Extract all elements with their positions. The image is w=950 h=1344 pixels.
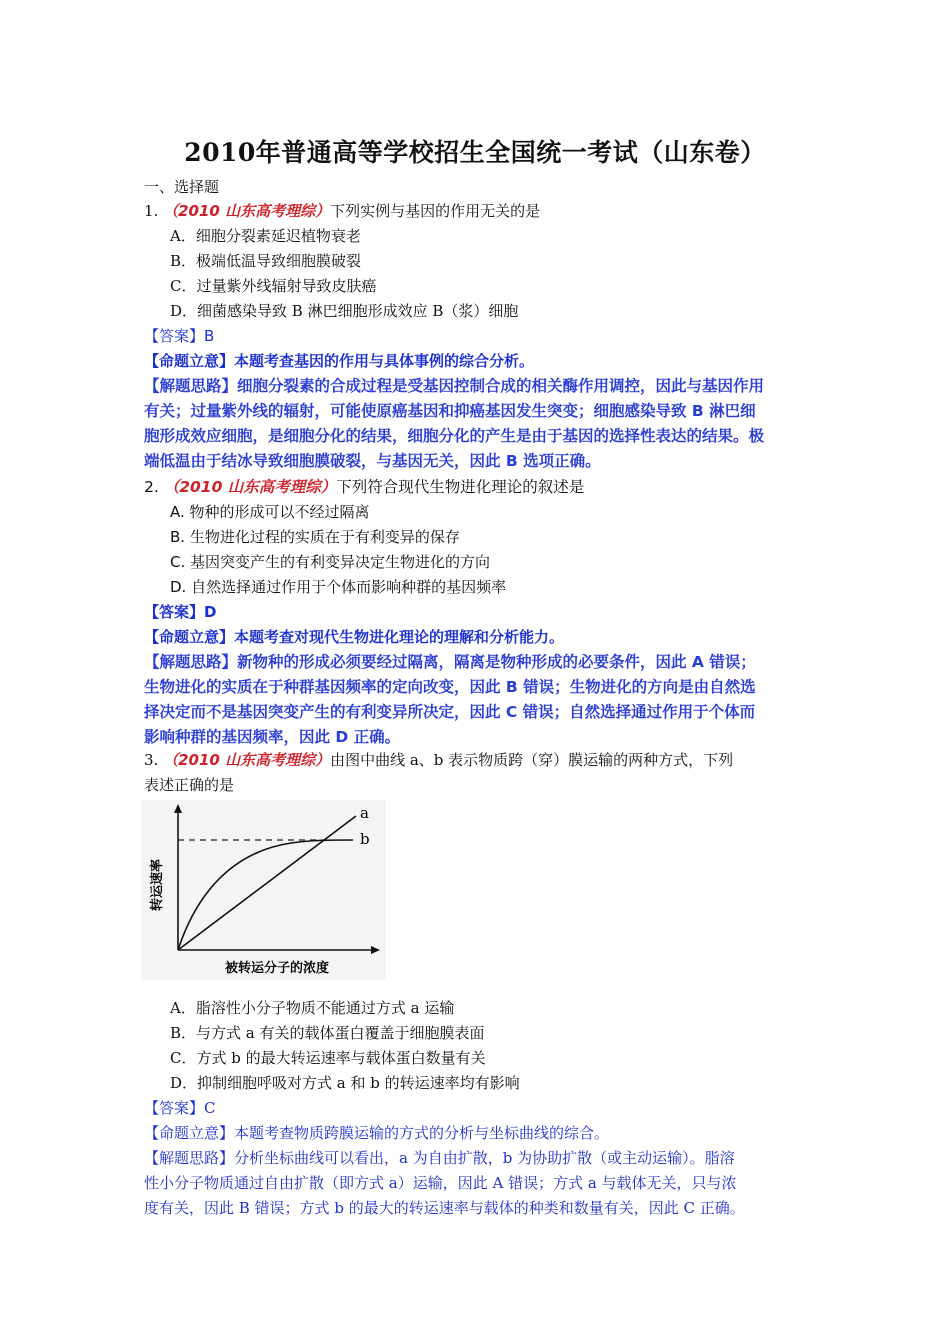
section-heading: 一、选择题 (144, 178, 220, 196)
question-text: 由图中曲线 a、b 表示物质跨（穿）膜运输的两种方式，下列 (330, 751, 734, 769)
analysis-line: 端低温由于结冰导致细胞膜破裂，与基因无关，因此 B 选项正确。 (144, 452, 601, 470)
y-axis-label: 转运速率 (150, 858, 165, 912)
answer: 【答案】D (144, 603, 217, 621)
analysis-line: 【解题思路】新物种的形成必须要经过隔离，隔离是物种形成的必要条件，因此 A 错误； (144, 653, 756, 671)
transport-rate-figure (141, 800, 386, 980)
line-a (178, 816, 356, 950)
answer: 【答案】C (144, 1099, 216, 1117)
curve-b (178, 840, 353, 950)
analysis-line: 生物进化的实质在于种群基因频率的定向改变，因此 B 错误；生物进化的方向是由自然选 (144, 678, 756, 696)
question-text: 下列符合现代生物进化理论的叙述是 (336, 478, 585, 496)
analysis-line: 【解题思路】分析坐标曲线可以看出，a 为自由扩散，b 为协助扩散（或主动运输）。脂溶 (144, 1149, 735, 1167)
option-d: D．抑制细胞呼吸对方式 a 和 b 的转运速率均有影响 (170, 1074, 520, 1092)
intent: 【命题立意】本题考查对现代生物进化理论的理解和分析能力。 (144, 628, 565, 646)
option-a: A．细胞分裂素延迟植物衰老 (170, 227, 361, 245)
analysis-line: 胞形成效应细胞，是细胞分化的结果，细胞分化的产生是由于基因的选择性表达的结果。极 (144, 427, 765, 445)
option-c: C．方式 b 的最大转运速率与载体蛋白数量有关 (170, 1049, 486, 1067)
curve-label-a: a (360, 804, 369, 822)
analysis-line: 有关；过量紫外线的辐射，可能使原癌基因和抑癌基因发生突变；细胞感染导致 B 淋巴细 (144, 402, 756, 420)
curve-label-b: b (360, 830, 370, 848)
question-number: 1. (144, 202, 159, 220)
option-a: A. 物种的形成可以不经过隔离 (170, 503, 370, 521)
answer: 【答案】B (144, 327, 215, 345)
question-number: 3. (144, 751, 159, 769)
analysis-block (144, 1146, 814, 1221)
x-axis-label: 被转运分子的浓度 (224, 961, 330, 976)
analysis-line: 择决定而不是基因突变产生的有利变异所决定，因此 C 错误；自然选择通过作用于个体而 (144, 703, 756, 721)
question-3-stem (144, 748, 733, 772)
question-source: （2010 山东高考理综） (163, 478, 337, 496)
y-axis-arrow (174, 804, 182, 813)
option-c: C. 基因突变产生的有利变异决定生物进化的方向 (170, 553, 491, 571)
question-text: 下列实例与基因的作用无关的是 (330, 202, 541, 220)
question-source: （2010 山东高考理综） (163, 751, 331, 769)
option-a: A．脂溶性小分子物质不能通过方式 a 运输 (170, 999, 455, 1017)
analysis-line: 影响种群的基因频率，因此 D 正确。 (144, 728, 401, 746)
option-b: B．与方式 a 有关的载体蛋白覆盖于细胞膜表面 (170, 1024, 485, 1042)
transport-rate-chart (141, 800, 386, 980)
option-d: D. 自然选择通过作用于个体而影响种群的基因频率 (170, 578, 507, 596)
option-b: B. 生物进化过程的实质在于有利变异的保存 (170, 528, 460, 546)
option-d: D．细菌感染导致 B 淋巴细胞形成效应 B（浆）细胞 (170, 302, 519, 320)
analysis-block (144, 650, 814, 750)
question-number: 2. (144, 478, 159, 496)
page-title: 2010年普通高等学校招生全国统一考试（山东卷） (184, 138, 766, 167)
analysis-line: 【解题思路】细胞分裂素的合成过程是受基因控制合成的相关酶作用调控，因此与基因作用 (144, 377, 765, 395)
intent: 【命题立意】本题考查基因的作用与具体事例的综合分析。 (144, 352, 535, 370)
analysis-block (144, 374, 814, 474)
analysis-line: 性小分子物质通过自由扩散（即方式 a）运输，因此 A 错误；方式 a 与载体无关，只与浓 (144, 1174, 737, 1192)
question-2-stem (144, 475, 584, 499)
analysis-line: 度有关，因此 B 错误；方式 b 的最大的转运速率与载体的种类和数量有关，因此 C 正确。 (144, 1199, 745, 1217)
option-c: C．过量紫外线辐射导致皮肤癌 (170, 277, 377, 295)
option-b: B．极端低温导致细胞膜破裂 (170, 252, 362, 270)
question-3-stem-continued: 表述正确的是 (144, 776, 235, 794)
intent: 【命题立意】本题考查物质跨膜运输的方式的分析与坐标曲线的综合。 (144, 1124, 610, 1142)
question-source: （2010 山东高考理综） (163, 202, 331, 220)
x-axis-arrow (371, 946, 380, 954)
question-1-stem (144, 199, 540, 223)
